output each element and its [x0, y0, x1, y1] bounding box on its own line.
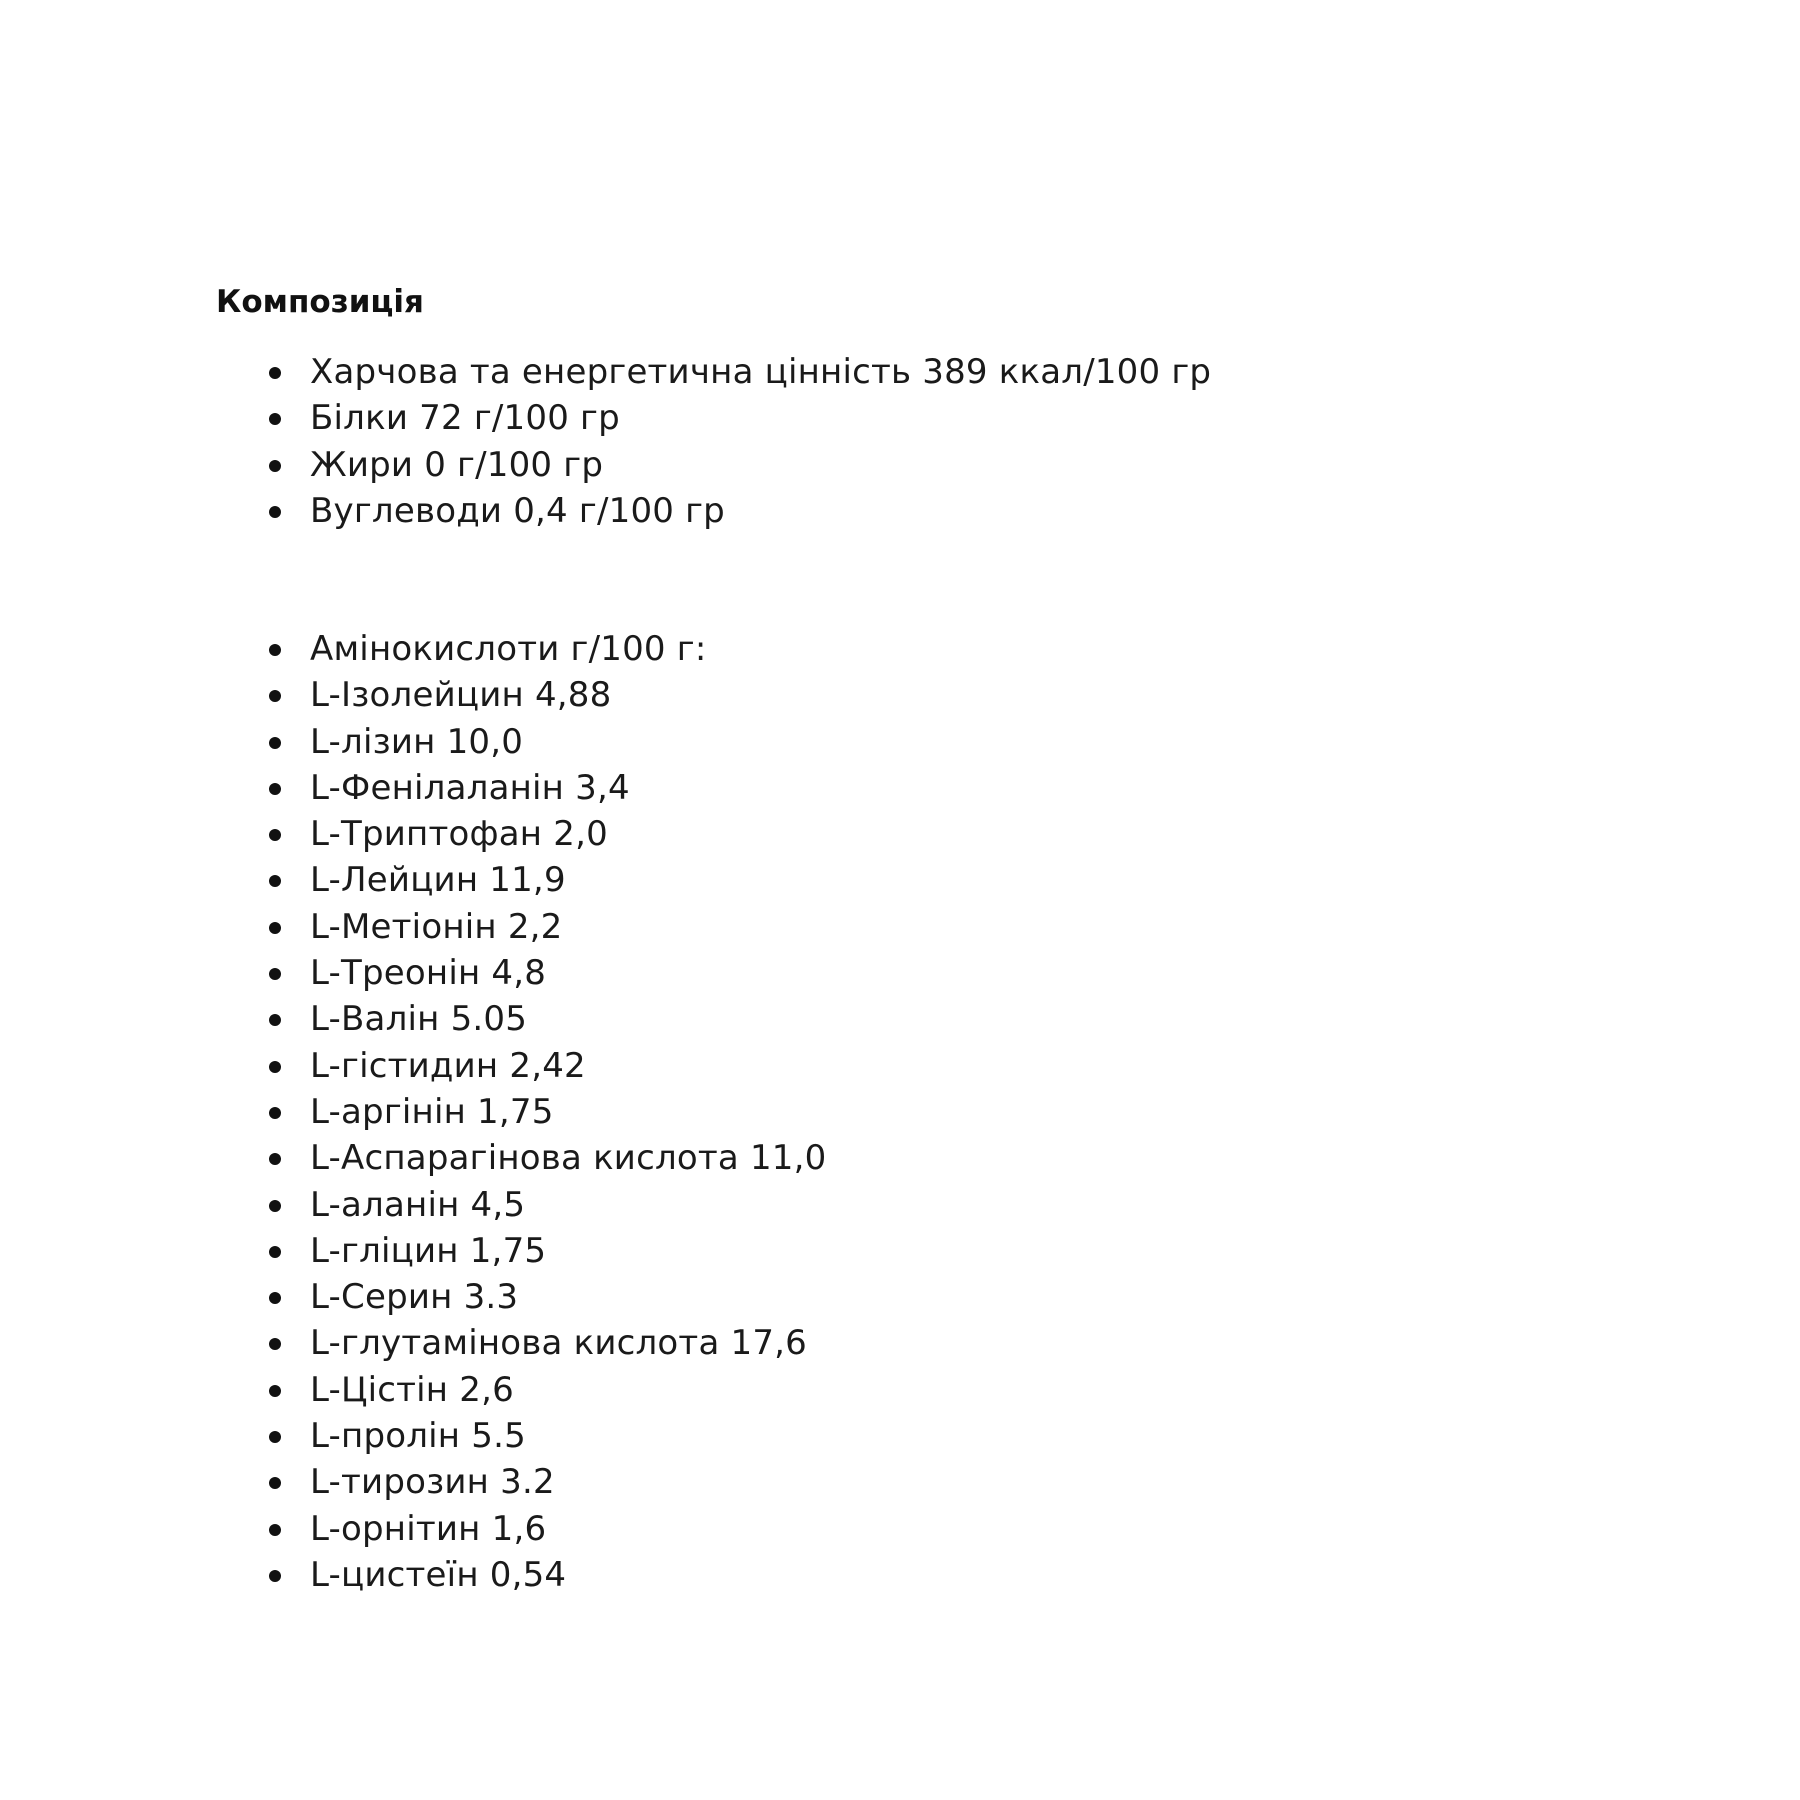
list-item: [266, 1228, 826, 1274]
list-item-text: L-Цістін 2,6: [310, 1369, 514, 1410]
list-item-text: L-лізин 10,0: [310, 721, 524, 762]
list-item-text: L-Серин 3.3: [310, 1277, 519, 1318]
bullet-icon: [269, 1431, 281, 1443]
bullet-icon: [269, 1477, 281, 1489]
list-item: [266, 672, 826, 718]
list-item-text: L-Лейцин 11,9: [310, 860, 566, 901]
bullet-icon: [269, 460, 281, 472]
bullet-icon: [269, 1061, 281, 1073]
list-item-text: L-глутамінова кислота 17,6: [310, 1323, 807, 1364]
bullet-icon: [269, 1385, 281, 1397]
list-item: [266, 349, 1211, 395]
list-item-text: L-Валін 5.05: [310, 999, 528, 1040]
list-item-text: L-пролін 5.5: [310, 1416, 526, 1457]
bullet-icon: [269, 506, 281, 518]
list-item: [266, 1552, 826, 1598]
nutrition-list: [266, 349, 1211, 534]
bullet-icon: [269, 367, 281, 379]
list-item: [266, 1459, 826, 1505]
list-item-text: Білки 72 г/100 гр: [310, 398, 620, 439]
bullet-icon: [269, 1338, 281, 1350]
list-item: [266, 1506, 826, 1552]
list-item-text: L-тирозин 3.2: [310, 1462, 555, 1503]
list-item-text: Амінокислоти г/100 г:: [310, 629, 707, 669]
bullet-icon: [269, 644, 281, 656]
list-item: [266, 395, 1211, 441]
bullet-icon: [269, 1246, 281, 1258]
bullet-icon: [269, 1292, 281, 1304]
bullet-icon: [269, 783, 281, 795]
list-item-text: L-аланін 4,5: [310, 1184, 526, 1225]
list-item: [266, 488, 1211, 534]
list-item-text: L-аргінін 1,75: [310, 1091, 554, 1132]
list-item: [266, 1182, 826, 1228]
list-item: [266, 1043, 826, 1089]
bullet-icon: [269, 922, 281, 934]
list-item-text: L-Ізолейцин 4,88: [310, 675, 612, 716]
list-item: [266, 1367, 826, 1413]
list-item-text: L-Метіонін 2,2: [310, 906, 563, 947]
bullet-icon: [269, 1200, 281, 1212]
bullet-icon: [269, 829, 281, 841]
list-item: [266, 857, 826, 903]
bullet-icon: [269, 1153, 281, 1165]
bullet-icon: [269, 413, 281, 425]
bullet-icon: [269, 875, 281, 887]
list-item-text: L-гістидин 2,42: [310, 1045, 586, 1086]
bullet-icon: [269, 1107, 281, 1119]
list-item-text: Харчова та енергетична цінність 389 ккал/100 гр: [310, 352, 1212, 392]
amino-acid-list: [266, 626, 826, 1598]
list-item: [266, 1320, 826, 1366]
list-item: [266, 626, 826, 672]
bullet-icon: [269, 968, 281, 980]
list-item-text: L-цистеїн 0,54: [310, 1554, 567, 1595]
list-item-text: L-Фенілаланін 3,4: [310, 767, 630, 808]
list-item: [266, 1089, 826, 1135]
list-item: [266, 811, 826, 857]
list-item-text: L-орнітин 1,6: [310, 1508, 547, 1549]
list-item-text: Вуглеводи 0,4 г/100 гр: [310, 490, 725, 531]
list-item: [266, 904, 826, 950]
bullet-icon: [269, 690, 281, 702]
bullet-icon: [269, 1570, 281, 1582]
list-item: [266, 1274, 826, 1320]
list-item-text: L-Треонін 4,8: [310, 953, 547, 994]
list-item-text: Жири 0 г/100 гр: [310, 444, 604, 485]
list-item: [266, 442, 1211, 488]
list-item: [266, 996, 826, 1042]
list-item: [266, 719, 826, 765]
list-item-text: L-Триптофан 2,0: [310, 814, 608, 855]
list-item: [266, 950, 826, 996]
list-item-text: L-гліцин 1,75: [310, 1230, 547, 1271]
list-item-text: L-Аспарагінова кислота 11,0: [310, 1138, 827, 1179]
bullet-icon: [269, 737, 281, 749]
list-item: [266, 1135, 826, 1181]
list-item: [266, 765, 826, 811]
composition-heading: Композиція: [216, 284, 424, 320]
list-item: [266, 1413, 826, 1459]
bullet-icon: [269, 1014, 281, 1026]
bullet-icon: [269, 1524, 281, 1536]
